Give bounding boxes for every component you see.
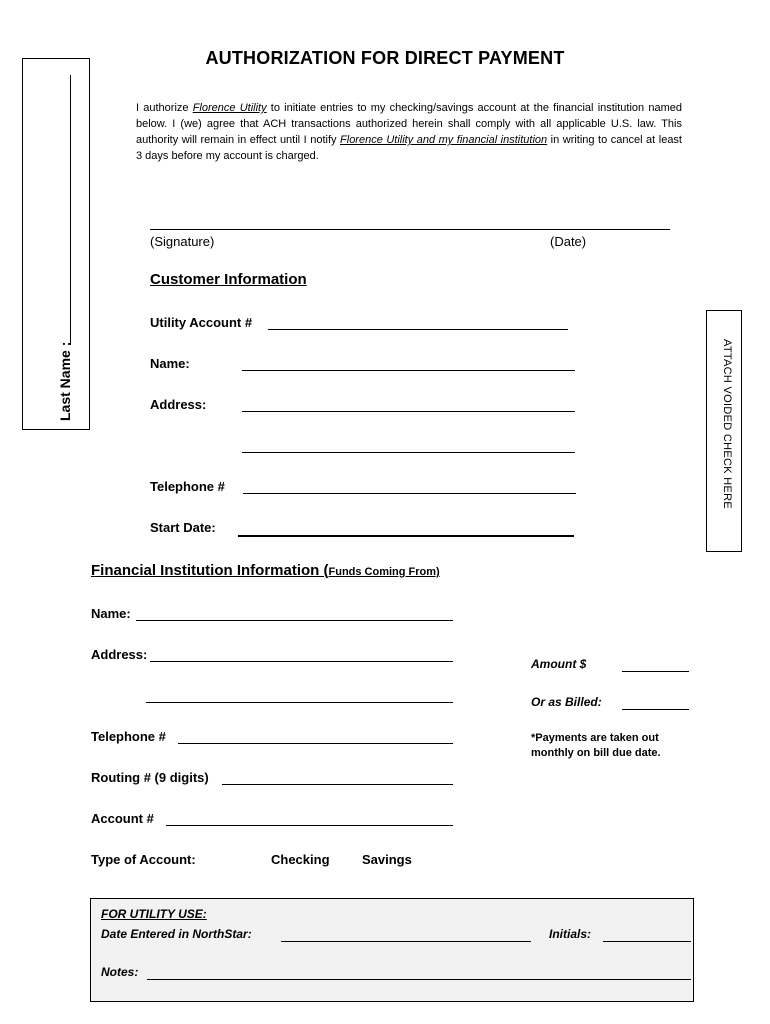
- start-date-label: Start Date:: [150, 520, 216, 535]
- page-title: AUTHORIZATION FOR DIRECT PAYMENT: [205, 48, 565, 68]
- start-date-field[interactable]: [238, 535, 574, 537]
- routing-label: Routing # (9 digits): [91, 770, 209, 785]
- initials-label: Initials:: [549, 927, 592, 941]
- last-name-line[interactable]: [70, 75, 71, 345]
- bank-name-label: Name:: [91, 606, 131, 621]
- date-entered-label: Date Entered in NorthStar:: [101, 927, 252, 941]
- utility-account-field[interactable]: [268, 329, 568, 330]
- company-and-bank: Florence Utility and my financial institution: [340, 134, 548, 146]
- signature-line[interactable]: [150, 229, 670, 230]
- account-type-label: Type of Account:: [91, 852, 196, 867]
- initials-field[interactable]: [603, 941, 691, 942]
- last-name-label: Last Name :: [57, 341, 73, 421]
- utility-use-box: [90, 898, 694, 1002]
- bank-address-field-2[interactable]: [146, 702, 453, 703]
- customer-name-field[interactable]: [242, 370, 575, 371]
- account-number-label: Account #: [91, 811, 154, 826]
- customer-telephone-field[interactable]: [243, 493, 576, 494]
- payment-note: *Payments are taken out monthly on bill due date.: [531, 732, 661, 759]
- customer-address-label: Address:: [150, 397, 207, 412]
- routing-field[interactable]: [222, 784, 453, 785]
- notes-field[interactable]: [147, 979, 691, 980]
- bank-name-field[interactable]: [136, 620, 453, 621]
- bank-address-label: Address:: [91, 647, 148, 662]
- bank-telephone-field[interactable]: [178, 743, 453, 744]
- utility-use-heading: FOR UTILITY USE:: [101, 907, 207, 921]
- attach-check-box: [706, 310, 742, 552]
- savings-option[interactable]: Savings: [362, 852, 412, 867]
- financial-info-heading: Financial Institution Information (Funds Coming From): [91, 562, 440, 579]
- company-name: Florence Utility: [192, 102, 267, 114]
- customer-address-field-2[interactable]: [242, 452, 575, 453]
- signature-label: (Signature): [150, 234, 215, 249]
- account-number-field[interactable]: [166, 825, 453, 826]
- bank-address-field-1[interactable]: [150, 661, 453, 662]
- attach-check-label: ATTACH VOIDED CHECK HERE: [721, 339, 733, 509]
- as-billed-field[interactable]: [622, 709, 689, 710]
- customer-address-field-1[interactable]: [242, 411, 575, 412]
- notes-label: Notes:: [101, 965, 139, 979]
- utility-account-label: Utility Account #: [150, 315, 253, 330]
- customer-info-heading: Customer Information: [150, 271, 307, 288]
- bank-telephone-label: Telephone #: [91, 729, 166, 744]
- customer-name-label: Name:: [150, 356, 190, 371]
- customer-telephone-label: Telephone #: [150, 479, 225, 494]
- checking-option[interactable]: Checking: [271, 852, 330, 867]
- date-entered-field[interactable]: [281, 941, 531, 942]
- date-label: (Date): [550, 234, 587, 249]
- as-billed-label: Or as Billed:: [531, 695, 602, 709]
- amount-label: Amount $: [531, 657, 587, 671]
- last-name-box: [22, 58, 90, 430]
- authorization-text: I authorize Florence Utility to initiate entries to my checking/savings account at the financial institution named below. I (we) agree that ACH transactions authorized herein shall comply with all applicable U.S. law. This authority will remain in effect until I notify Florence Utility and my financial institution in writing to cancel at least 3 days before my account is charged.: [136, 102, 682, 162]
- amount-field[interactable]: [622, 671, 689, 672]
